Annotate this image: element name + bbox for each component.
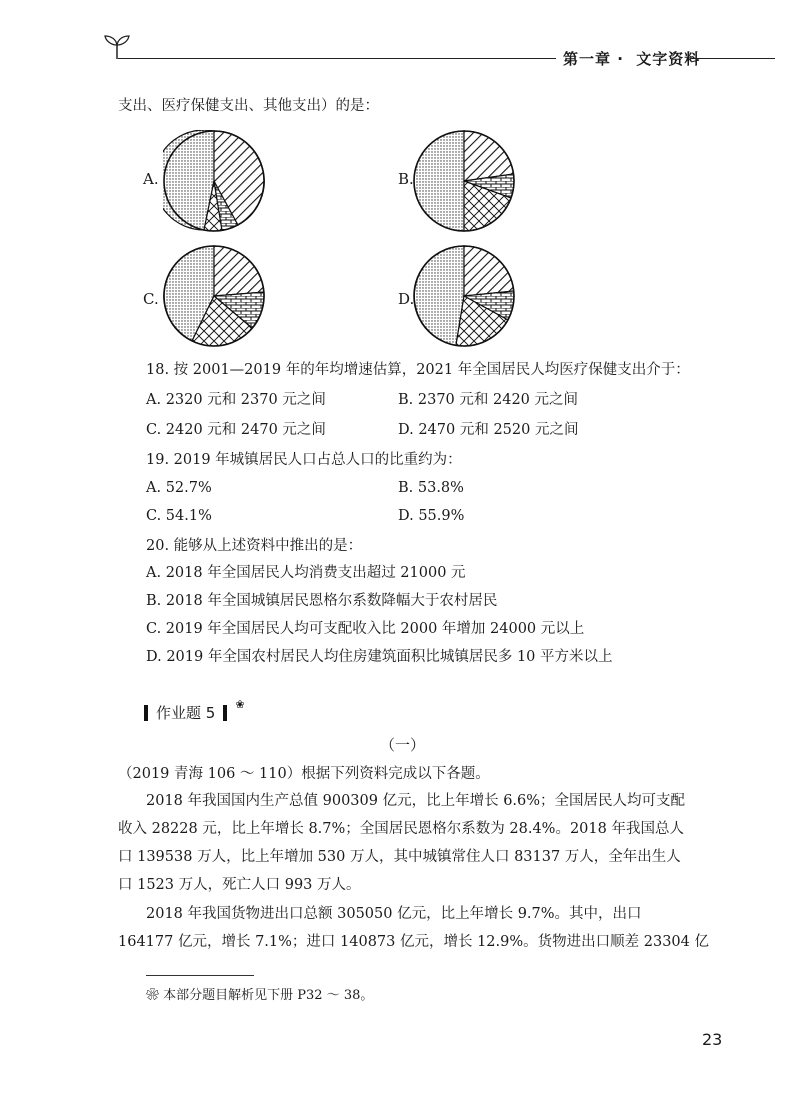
title-bar-right: [223, 705, 227, 721]
q18-option-b: B. 2370 元和 2420 元之间: [398, 392, 579, 408]
para1-line-1: 2018 年我国国内生产总值 900309 亿元，比上年增长 6.6%；全国居民人均可支配: [146, 793, 686, 809]
running-header: [563, 48, 700, 69]
para2-line-1: 2018 年我国货物进出口总额 305050 亿元，比上年增长 9.7%。其中，出口: [146, 906, 642, 922]
q18-option-a: A. 2320 元和 2370 元之间: [146, 392, 326, 408]
sprout-icon: [103, 33, 131, 61]
homework-title: [144, 698, 245, 723]
para1-line-2: 收入 28228 元，比上年增长 8.7%；全国居民恩格尔系数为 28.4%。2018 年我国总人: [118, 821, 684, 837]
pie-c-label: C.: [143, 290, 159, 308]
pie-chart-c: [163, 245, 265, 347]
pie-b-slice-diag: [464, 131, 514, 181]
q18-stem: 18. 按 2001—2019 年的年均增速估算，2021 年全国居民人均医疗保健支出介于：: [146, 362, 690, 378]
pie-a-slice-dots: [163, 130, 214, 230]
header-chapter: 第一章: [563, 50, 612, 68]
section-number: （一）: [380, 736, 426, 754]
q20-option-a: A. 2018 年全国居民人均消费支出超过 21000 元: [146, 565, 466, 581]
intro-line: 支出、医疗保健支出、其他支出）的是：: [118, 98, 379, 114]
pie-a-label: A.: [143, 170, 159, 188]
q18-option-c: C. 2420 元和 2470 元之间: [146, 422, 326, 438]
q20-option-b: B. 2018 年全国城镇居民恩格尔系数降幅大于农村居民: [146, 593, 498, 609]
q20-stem: 20. 能够从上述资料中推出的是：: [146, 538, 363, 554]
homework-title-text: 作业题 5: [156, 704, 216, 722]
q19-option-a: A. 52.7%: [146, 480, 212, 496]
pie-d-label: D.: [398, 290, 415, 308]
pie-chart-b: [413, 130, 515, 232]
footnote-rule: [146, 975, 254, 976]
header-rule-left: [118, 58, 556, 59]
header-rule-right: [690, 58, 775, 59]
flower-mark-icon: ❀: [235, 698, 245, 711]
title-bar-left: [144, 705, 148, 721]
pie-d-slice-dots: [414, 246, 464, 345]
q20-option-c: C. 2019 年全国居民人均可支配收入比 2000 年增加 24000 元以上: [146, 621, 585, 637]
q18-option-d: D. 2470 元和 2520 元之间: [398, 422, 579, 438]
q19-stem: 19. 2019 年城镇居民人口占总人口的比重约为：: [146, 452, 462, 468]
q20-option-d: D. 2019 年全国农村居民人均住房建筑面积比城镇居民多 10 平方米以上: [146, 649, 613, 665]
para1-line-4: 口 1523 万人，死亡人口 993 万人。: [118, 877, 361, 893]
q19-option-d: D. 55.9%: [398, 508, 465, 524]
pie-chart-a: [163, 130, 265, 232]
header-title: 文字资料: [636, 50, 701, 68]
para2-line-2: 164177 亿元，增长 7.1%；进口 140873 亿元，增长 12.9%。货物进出口顺差 23304 亿: [118, 934, 709, 950]
q19-option-b: B. 53.8%: [398, 480, 464, 496]
source-line: （2019 青海 106 ～ 110）根据下列资料完成以下各题。: [118, 766, 490, 782]
page-number: 23: [702, 1030, 723, 1049]
pie-b-slice-dots: [414, 131, 464, 231]
para1-line-3: 口 139538 万人，比上年增加 530 万人，其中城镇常住人口 83137 万人，全年出生人: [118, 849, 681, 865]
q19-option-c: C. 54.1%: [146, 508, 212, 524]
header-dot: ·: [617, 50, 624, 68]
footnote: ❀ 本部分题目解析见下册 P32 ～ 38。: [146, 988, 374, 1003]
pie-b-label: B.: [398, 170, 414, 188]
pie-chart-d: [413, 245, 515, 347]
